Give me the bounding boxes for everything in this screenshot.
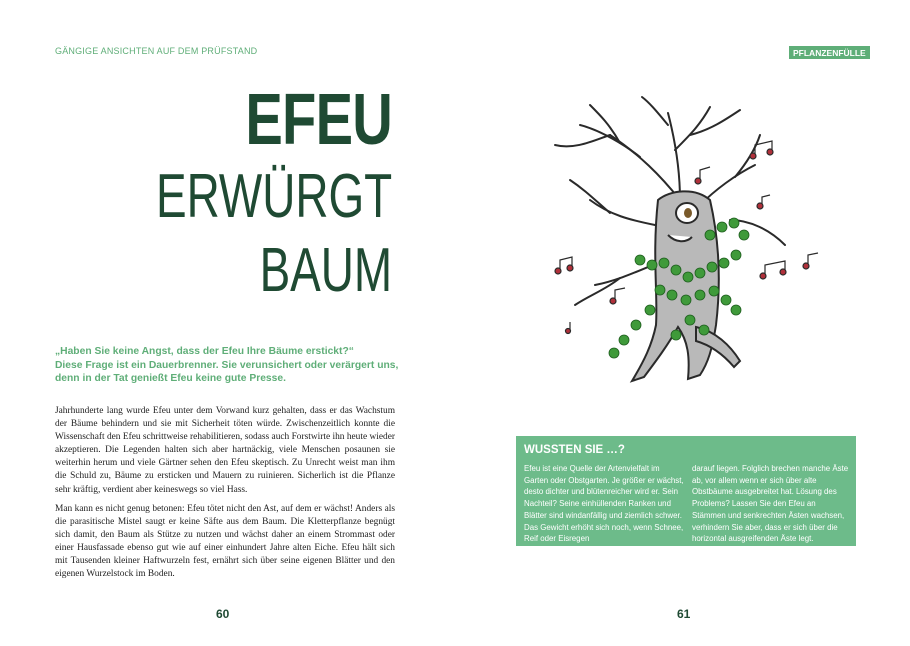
- infobox-title: WUSSTEN SIE …?: [524, 444, 625, 456]
- title-line-2: ERWÜRGT: [155, 162, 392, 231]
- body-paragraph-1: Jahrhunderte lang wurde Efeu unter dem Vorwand kurz gehalten, dass er das Wachstum der Bäume behindern und sie mit Sicherheit töten würde. Zwischenzeitlich konnte die Wissenschaft den Efeu schrittweise rehabilitieren, sodass auch Forstwirte ihn heute wieder akzeptieren. Die Legenden halten sich aber hartnäckig, viele Menschen posaunen sie weiterhin herum und viele Gärtner sehen den Efeu skeptisch. Zu Unrecht weist man ihm die Schuld zu, Bäume zu ersticken und Mauern zu ruinieren. Sicherlich ist die Pflanze sehr kräftig, verdient aber keineswegs so viel Hass.: [55, 406, 395, 495]
- page-number-right: 61: [677, 607, 691, 621]
- infobox-text-1: Efeu ist eine Quelle der Artenvielfalt im Garten oder Obstgarten. Je größer er wächst, desto dichter und blütenreicher wird er. Sein Nachteil? Seine einhüllenden Ranken und Blätter sind windanfällig und ziemlich schwer. Das Gewicht erhöht sich noch, wenn Schnee, Reif oder Eisregen: [524, 464, 684, 544]
- category-pill: PFLANZENFÜLLE: [789, 46, 870, 59]
- infobox-column-1: [524, 463, 684, 545]
- did-you-know-infobox: [516, 436, 856, 546]
- infobox-column-2: [692, 463, 850, 545]
- dancing-tree-with-ivy-illustration: [540, 95, 830, 395]
- section-label: GÄNGIGE ANSICHTEN AUF DEM PRÜFSTAND: [55, 46, 258, 56]
- tree-trunk: [632, 191, 719, 381]
- infobox-text-2: darauf liegen. Folglich brechen manche Äste ab, vor allem wenn er sich über alte Obstbäume ausgebreitet hat. Lösung des Problems? Lassen Sie den Efeu an Stämmen und senkrechten Ästen wachsen, verhindern Sie aber, dass er sich über die horizontal ausgreifenden Äste legt.: [692, 464, 849, 544]
- lead-text: Diese Frage ist ein Dauerbrenner. Sie verunsichert oder verärgert uns, denn in der Tat genießt Efeu keine gute Presse.: [55, 359, 399, 384]
- body-paragraph-2: Man kann es nicht genug betonen: Efeu tötet nicht den Ast, auf dem er wächst! Anders als die parasitische Mistel saugt er keine Säfte aus dem Baum. Die Kletterpflanze begnügt sich damit, den Baum als Stütze zu nutzen und wächst daher an einem Strommast oder einer Hausfassade ebenso gut wie auf einer einhundert Jahre alten Eiche. Efeu hält sich mit Tausenden kleiner Haftwurzeln fest, ernährt sich über seine eigenen Blätter und den eigenen Wurzelstock im Boden.: [55, 503, 395, 580]
- title-line-1: EFEU: [245, 80, 392, 160]
- lead-quote: „Haben Sie keine Angst, dass der Efeu Ihre Bäume erstickt?“: [55, 346, 354, 357]
- body-text: [55, 405, 395, 587]
- page-number-left: 60: [216, 607, 230, 621]
- title-line-3: BAUM: [259, 236, 392, 305]
- lead-paragraph: [55, 345, 400, 386]
